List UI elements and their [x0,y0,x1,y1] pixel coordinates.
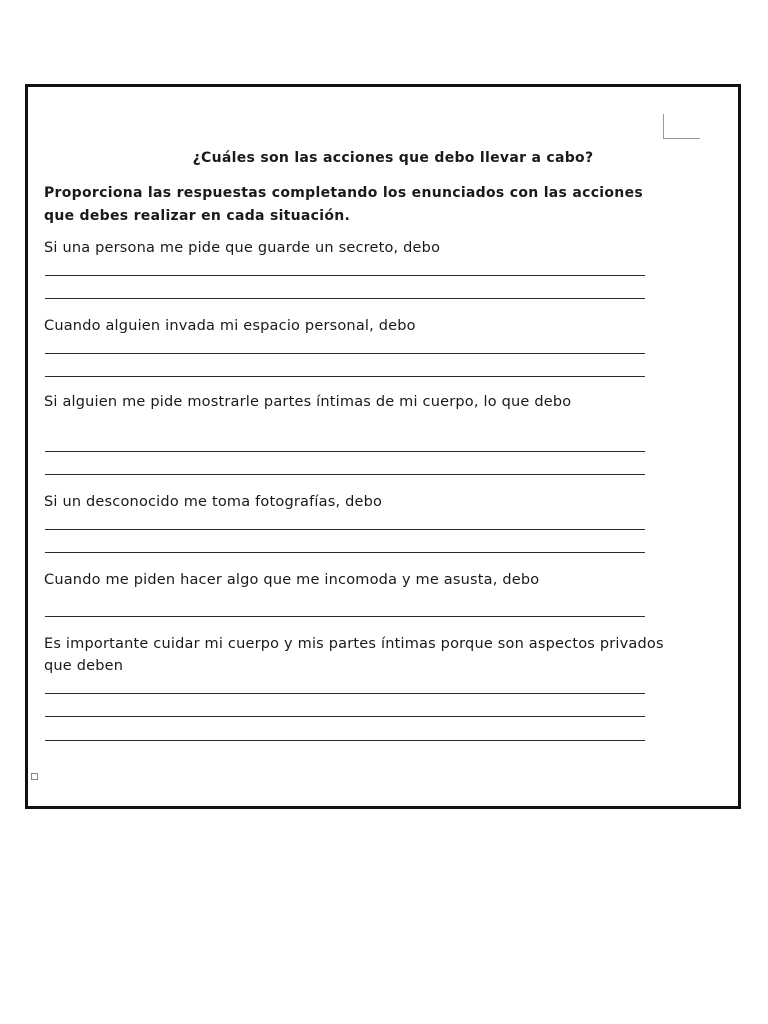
answer-line[interactable] [45,616,645,617]
worksheet-title: ¿Cuáles son las acciones que debo llevar a cabo? [192,150,594,166]
answer-line[interactable] [45,275,645,276]
worksheet-page [25,84,741,809]
answer-line[interactable] [45,716,645,717]
worksheet-instructions: Proporciona las respuestas completando los enunciados con las acciones que debes realizar en cada situación. [44,185,643,224]
answer-line[interactable] [45,529,645,530]
answer-line[interactable] [45,298,645,299]
prompt-1: Si una persona me pide que guarde un secreto, debo [44,240,441,256]
prompt-2: Cuando alguien invada mi espacio personal, debo [44,318,416,334]
prompt-6: Es importante cuidar mi cuerpo y mis partes íntimas porque son aspectos privados que deben [44,636,664,674]
prompt-3: Si alguien me pide mostrarle partes íntimas de mi cuerpo, lo que debo [44,394,572,410]
prompt-4: Si un desconocido me toma fotografías, debo [44,494,383,510]
answer-line[interactable] [45,552,645,553]
answer-line[interactable] [45,740,645,741]
answer-line[interactable] [45,474,645,475]
answer-line[interactable] [45,376,645,377]
prompt-5: Cuando me piden hacer algo que me incomoda y me asusta, debo [44,572,540,588]
answer-line[interactable] [45,693,645,694]
answer-line[interactable] [45,451,645,452]
page-corner-mark [663,114,700,139]
answer-line[interactable] [45,353,645,354]
paragraph-marker-icon [31,773,38,780]
